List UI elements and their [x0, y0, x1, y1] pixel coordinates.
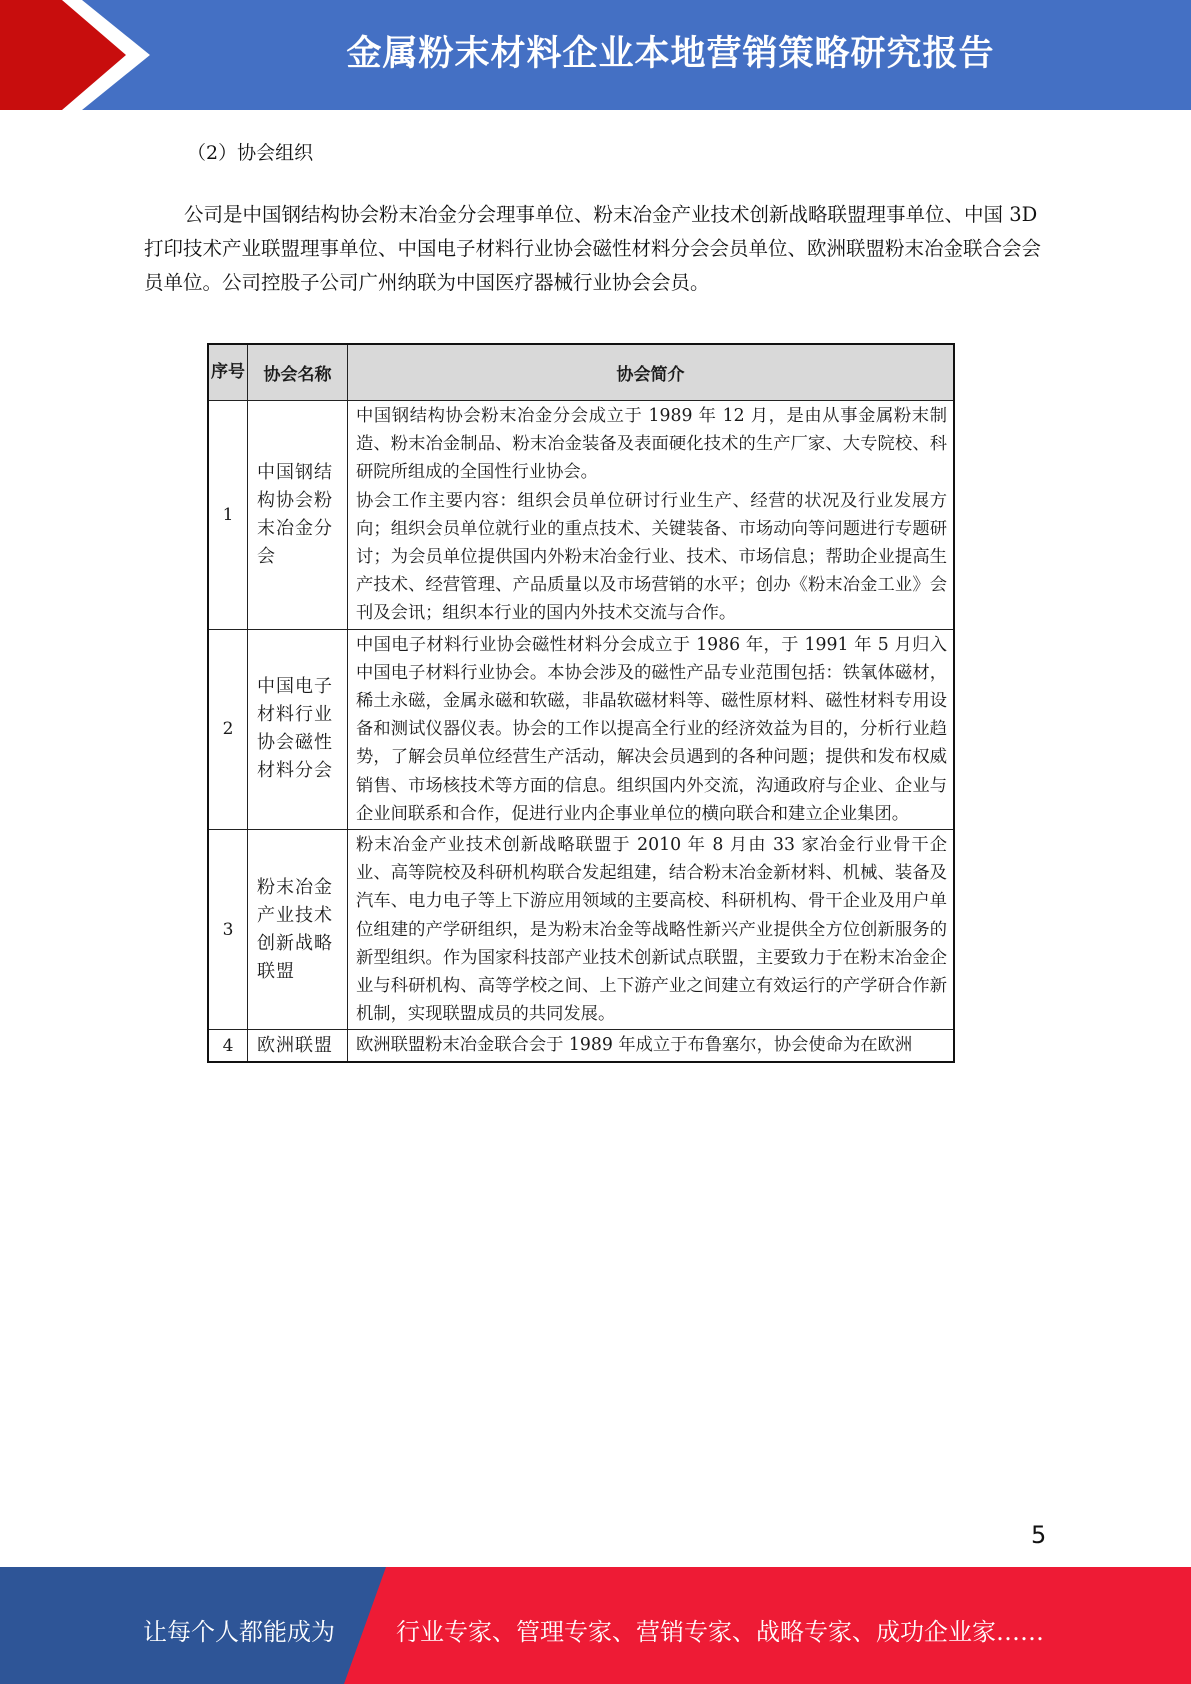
table-row: [208, 830, 954, 1030]
row-desc: [348, 401, 955, 630]
header-no: 序号: [208, 344, 248, 401]
table-header-row: [208, 344, 954, 401]
row-no: 4: [208, 1030, 248, 1062]
row-desc-paragraph: 中国电子材料行业协会磁性材料分会成立于 1986 年，于 1991 年 5 月归入中国电子材料行业协会。本协会涉及的磁性产品专业范围包括：铁氧体磁材，稀土永磁，金属永磁和软磁，非晶软磁材料等、磁性原材料、磁性材料专用设备和测试仪器仪表。协会的工作以提高全行业的经济效益为目的，分析行业趋势，了解会员单位经营生产活动，解决会员遇到的各种问题；提供和发布权威销售、市场核技术等方面的信息。组织国内外交流，沟通政府与企业、企业与企业间联系和合作，促进行业内企事业单位的横向联合和建立企业集团。: [356, 634, 947, 824]
row-desc-paragraph: 欧洲联盟粉末冶金联合会于 1989 年成立于布鲁塞尔，协会使命为在欧洲: [356, 1035, 913, 1056]
row-desc-paragraph: 协会工作主要内容：组织会员单位研讨行业生产、经营的状况及行业发展方向；组织会员单位就行业的重点技术、关键装备、市场动向等问题进行专题研讨；为会员单位提供国内外粉末冶金行业、技术、市场信息；帮助企业提高生产技术、经营管理、产品质量以及市场营销的水平；创办《粉末冶金工业》会刊及会讯；组织本行业的国内外技术交流与合作。: [356, 490, 947, 624]
header-desc: 协会简介: [348, 344, 955, 401]
row-desc: [348, 629, 955, 829]
row-name: 中国钢结构协会粉末冶金分会: [248, 401, 348, 630]
association-table: [207, 343, 955, 1063]
row-desc: [348, 830, 955, 1030]
row-desc-paragraph: 粉末冶金产业技术创新战略联盟于 2010 年 8 月由 33 家冶金行业骨干企业、高等院校及科研机构联合发起组建，结合粉末冶金新材料、机械、装备及汽车、电力电子等上下游应用领域的主要高校、科研机构、骨干企业及用户单位组建的产学研组织，是为粉末冶金等战略性新兴产业提供全方位创新服务的新型组织。作为国家科技部产业技术创新试点联盟，主要致力于在粉末冶金企业与科研机构、高等学校之间、上下游产业之间建立有效运行的产学研合作新机制，实现联盟成员的共同发展。: [356, 835, 947, 1025]
footer-slogan-right: 行业专家、管理专家、营销专家、战略专家、成功企业家……: [396, 1618, 1044, 1646]
header-name: 协会名称: [248, 344, 348, 401]
table-row: [208, 1030, 954, 1062]
row-no: 1: [208, 401, 248, 630]
row-no: 2: [208, 629, 248, 829]
row-name: 中国电子材料行业协会磁性材料分会: [248, 629, 348, 829]
row-no: 3: [208, 830, 248, 1030]
page-number: 5: [1031, 1521, 1047, 1549]
footer-slogan-left: 让每个人都能成为: [143, 1618, 335, 1646]
report-title: 金属粉末材料企业本地营销策略研究报告: [346, 34, 995, 74]
row-desc: [348, 1030, 955, 1062]
row-name: 欧洲联盟: [248, 1030, 348, 1062]
page-footer: [0, 1567, 1191, 1684]
section-heading: （2）协会组织: [187, 142, 314, 164]
table-row: [208, 629, 954, 829]
row-name: 粉末冶金产业技术创新战略联盟: [248, 830, 348, 1030]
header-chevron-decoration: [0, 0, 160, 110]
row-desc-paragraph: 中国钢结构协会粉末冶金分会成立于 1989 年 12 月，是由从事金属粉末制造、粉末冶金制品、粉末冶金装备及表面硬化技术的生产厂家、大专院校、科研院所组成的全国性行业协会。: [356, 406, 947, 483]
page-header: [0, 0, 1191, 110]
intro-paragraph: 公司是中国钢结构协会粉末冶金分会理事单位、粉末冶金产业技术创新战略联盟理事单位、中国 3D 打印技术产业联盟理事单位、中国电子材料行业协会磁性材料分会会员单位、欧洲联盟粉末冶金联合会会员单位。公司控股子公司广州纳联为中国医疗器械行业协会会员。: [144, 203, 1042, 294]
table-row: [208, 401, 954, 630]
